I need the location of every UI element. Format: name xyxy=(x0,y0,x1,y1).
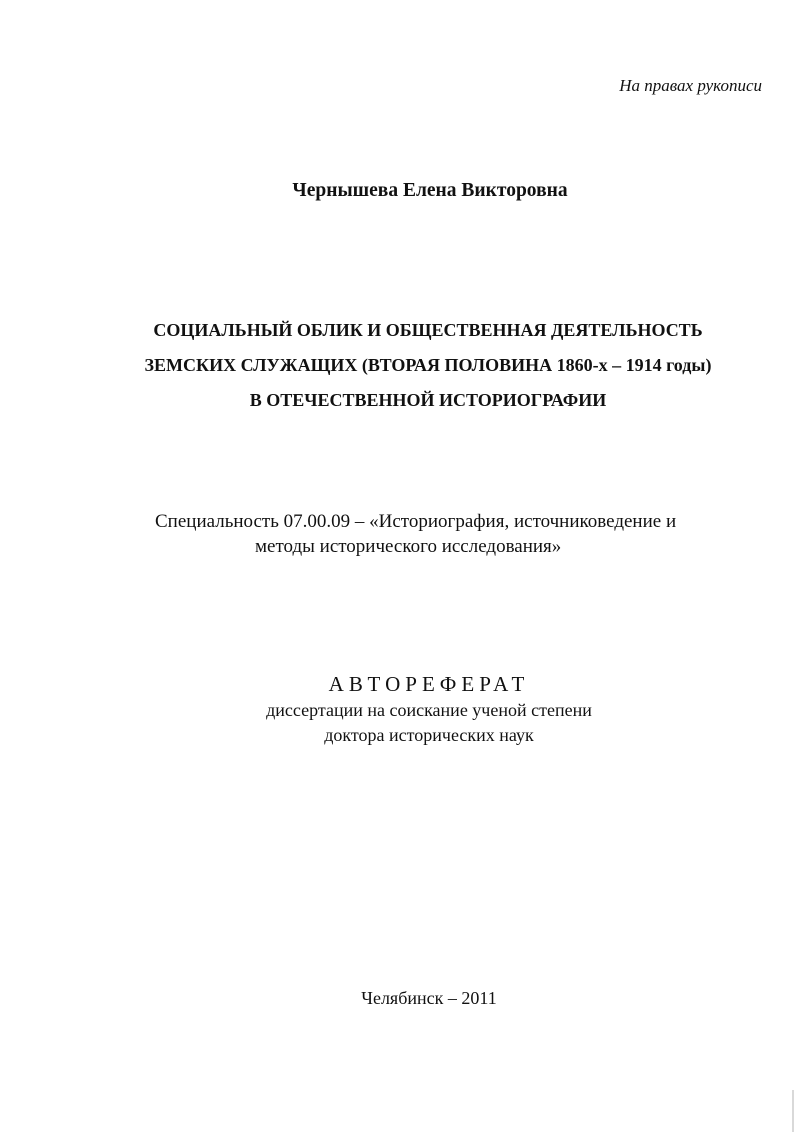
title-line-3: В ОТЕЧЕСТВЕННОЙ ИСТОРИОГРАФИИ xyxy=(249,390,607,410)
abstract-line-1: диссертации на соискание ученой степени xyxy=(266,700,592,720)
specialty-block xyxy=(155,509,775,559)
city-year: Челябинск – 2011 xyxy=(361,988,497,1008)
title-line-2: ЗЕМСКИХ СЛУЖАЩИХ (ВТОРАЯ ПОЛОВИНА 1860-х – 1914 годы) xyxy=(144,355,712,375)
specialty-line-2: методы исторического исследования» xyxy=(255,536,562,557)
manuscript-note: На правах рукописи xyxy=(619,76,762,95)
specialty-line-1: Специальность 07.00.09 – «Историография, источниковедение и xyxy=(155,511,677,532)
abstract-block xyxy=(0,670,800,748)
dissertation-title xyxy=(0,313,800,418)
author-name: Чернышева Елена Викторовна xyxy=(292,180,568,201)
title-line-1: СОЦИАЛЬНЫЙ ОБЛИК И ОБЩЕСТВЕННАЯ ДЕЯТЕЛЬНОСТЬ xyxy=(153,320,703,340)
scan-edge-mark xyxy=(792,1090,794,1132)
abstract-heading: АВТОРЕФЕРАТ xyxy=(328,672,530,696)
abstract-line-2: доктора исторических наук xyxy=(324,725,534,745)
